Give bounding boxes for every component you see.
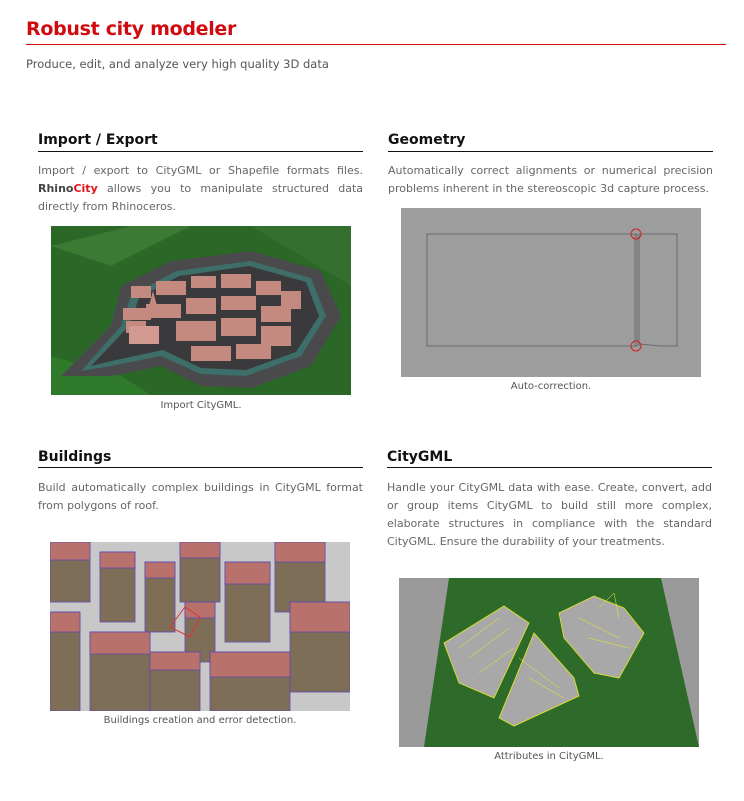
- text-part: allows you to manipulate structured data directly from Rhinoceros.: [38, 182, 363, 213]
- section-divider: [38, 151, 363, 152]
- page-subtitle: Produce, edit, and analyze very high quality 3D data: [26, 57, 329, 71]
- section-text-import-export: [38, 162, 363, 216]
- brand-name: [38, 182, 98, 195]
- brand-rhino: Rhino: [38, 182, 74, 195]
- section-heading-geometry: Geometry: [388, 132, 466, 148]
- section-divider: [387, 467, 712, 468]
- buildings-creation-image: [50, 542, 350, 711]
- section-divider: [388, 151, 713, 152]
- title-divider: [26, 44, 726, 45]
- section-text-buildings: Build automatically complex buildings in CityGML format from polygons of roof.: [38, 481, 363, 512]
- auto-correction-image: [401, 208, 701, 377]
- attributes-citygml-image: [399, 578, 699, 747]
- section-heading-import-export: Import / Export: [38, 132, 158, 148]
- caption-attributes-citygml: Attributes in CityGML.: [494, 751, 604, 762]
- page-title: Robust city modeler: [26, 18, 237, 40]
- section-heading-buildings: Buildings: [38, 449, 112, 465]
- caption-auto-correction: Auto-correction.: [510, 381, 592, 392]
- section-text-citygml: Handle your CityGML data with ease. Create, convert, add or group items CityGML to build still more complex, elaborate structures in compliance with the standard CityGML. Ensure the durability of your treatments.: [387, 481, 712, 548]
- section-text-geometry: Automatically correct alignments or numerical precision problems inherent in the stereoscopic 3d capture process.: [388, 164, 713, 195]
- import-citygml-image: [51, 226, 351, 395]
- section-divider: [38, 467, 363, 468]
- brand-city: City: [73, 182, 98, 195]
- caption-buildings-creation: Buildings creation and error detection.: [103, 715, 297, 726]
- caption-import-citygml: Import CityGML.: [160, 400, 242, 411]
- text-part: Import / export to CityGML or Shapefile formats files.: [38, 164, 363, 177]
- section-heading-citygml: CityGML: [387, 449, 453, 465]
